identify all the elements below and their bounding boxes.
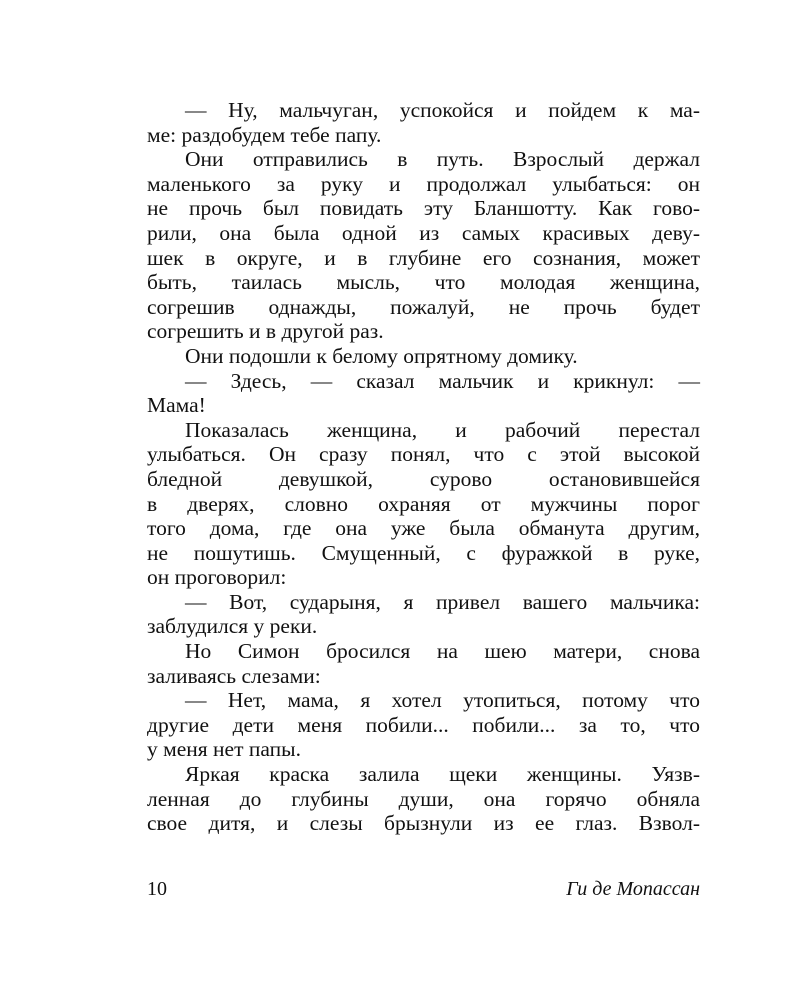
text-line: ме: раздобудем тебе папу.	[147, 122, 382, 147]
text-line: улыбаться. Он сразу понял, что с этой высокой	[147, 442, 700, 467]
text-line: не прочь был повидать эту Бланшотту. Как гово-	[147, 196, 700, 221]
text-line: шек в округе, и в глубине его сознания, может	[147, 245, 700, 270]
text-line: у меня нет папы.	[147, 737, 301, 762]
paragraph	[147, 688, 700, 762]
text-line: в дверях, словно охраняя от мужчины порог	[147, 491, 700, 516]
text-line: того дома, где она уже была обманута другим,	[147, 516, 700, 541]
paragraph	[147, 590, 700, 639]
text-line: Показалась женщина, и рабочий перестал	[185, 417, 700, 442]
paragraph	[147, 369, 700, 418]
text-line: Мама!	[147, 393, 206, 418]
text-line: Они подошли к белому опрятному домику.	[185, 343, 578, 368]
text-line: рили, она была одной из самых красивых деву-	[147, 220, 700, 245]
text-line: — Здесь, — сказал мальчик и крикнул: —	[185, 368, 700, 393]
text-line: свое дитя, и слезы брызнули из ее глаз. Взвол-	[147, 811, 700, 836]
text-line: маленького за руку и продолжал улыбаться: он	[147, 171, 700, 196]
text-line: быть, таилась мысль, что молодая женщина,	[147, 270, 700, 295]
text-line: согрешив однажды, пожалуй, не прочь будет	[147, 294, 700, 319]
text-line: Но Симон бросился на шею матери, снова	[185, 639, 700, 664]
body-text	[147, 98, 700, 836]
text-line: заливаясь слезами:	[147, 663, 321, 688]
book-page-text	[147, 98, 700, 836]
text-line: бледной девушкой, сурово остановившейся	[147, 466, 700, 491]
running-author: Ги де Мопассан	[566, 878, 700, 900]
text-line: согрешить и в другой раз.	[147, 319, 384, 344]
paragraph	[147, 344, 700, 369]
text-line: — Ну, мальчуган, успокойся и пойдем к ма-	[185, 98, 700, 122]
text-line: ленная до глубины души, она горячо обняла	[147, 786, 700, 811]
paragraph	[147, 418, 700, 590]
text-line: — Нет, мама, я хотел утопиться, потому что	[185, 688, 700, 713]
paragraph	[147, 639, 700, 688]
text-line: другие дети меня побили... побили... за то, что	[147, 712, 700, 737]
paragraph	[147, 98, 700, 147]
page-number: 10	[147, 878, 167, 900]
paragraph	[147, 762, 700, 836]
text-line: не пошутишь. Смущенный, с фуражкой в руке,	[147, 540, 700, 565]
text-line: Яркая краска залила щеки женщины. Уязв-	[185, 762, 700, 787]
text-line: — Вот, сударыня, я привел вашего мальчика:	[185, 589, 700, 614]
text-line: Они отправились в путь. Взрослый держал	[185, 147, 700, 172]
paragraph	[147, 147, 700, 344]
text-line: заблудился у реки.	[147, 614, 318, 639]
text-line: он проговорил:	[147, 565, 287, 590]
